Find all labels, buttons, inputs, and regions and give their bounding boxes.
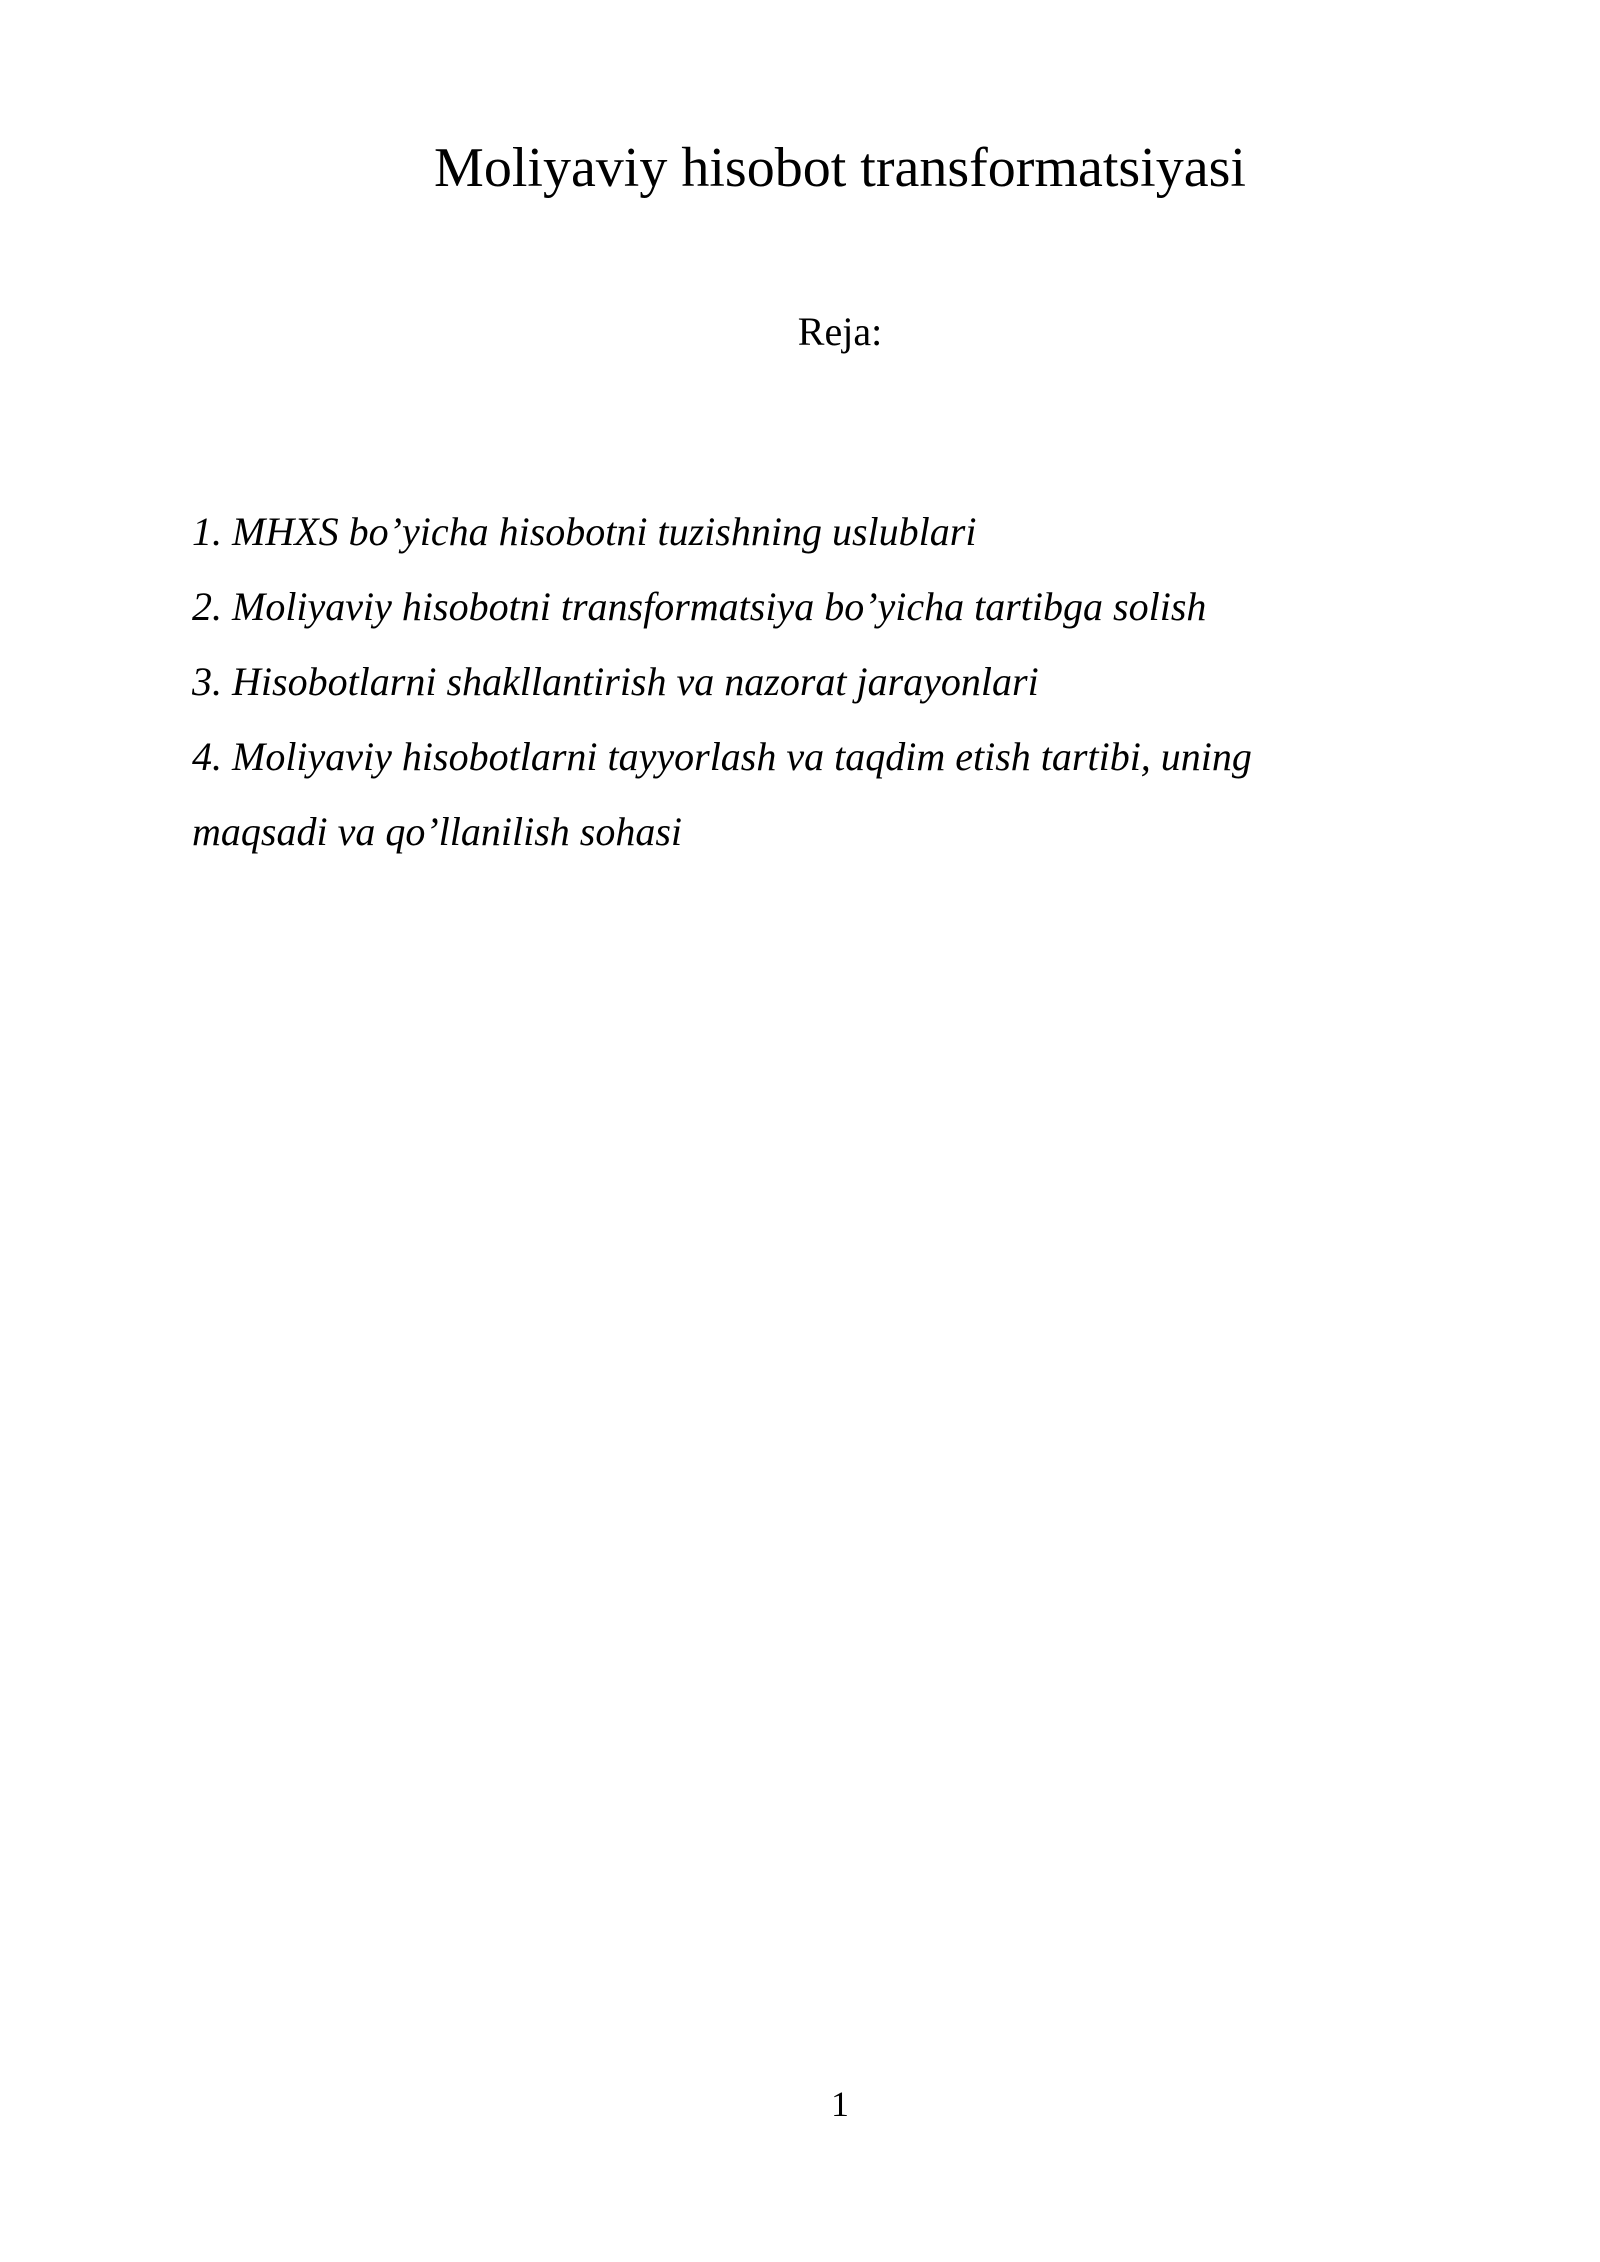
document-title: Moliyaviy hisobot transformatsiyasi	[434, 137, 1246, 199]
plan-item-3: 3. Hisobotlarni shakllantirish va nazorat jarayonlari	[192, 659, 1039, 704]
plan-list	[192, 494, 1392, 869]
plan-item-1: 1. MHXS bo’yicha hisobotni tuzishning uslublari	[192, 509, 977, 554]
plan-item-2: 2. Moliyaviy hisobotni transformatsiya bo’yicha tartibga solish	[192, 584, 1207, 629]
page-number: 1	[831, 2084, 849, 2124]
plan-heading: Reja:	[797, 309, 883, 354]
plan-item-4: 4. Moliyaviy hisobotlarni tayyorlash va taqdim etish tartibi, uning	[192, 734, 1252, 779]
plan-item-4-continuation: maqsadi va qo’llanilish sohasi	[192, 809, 683, 854]
